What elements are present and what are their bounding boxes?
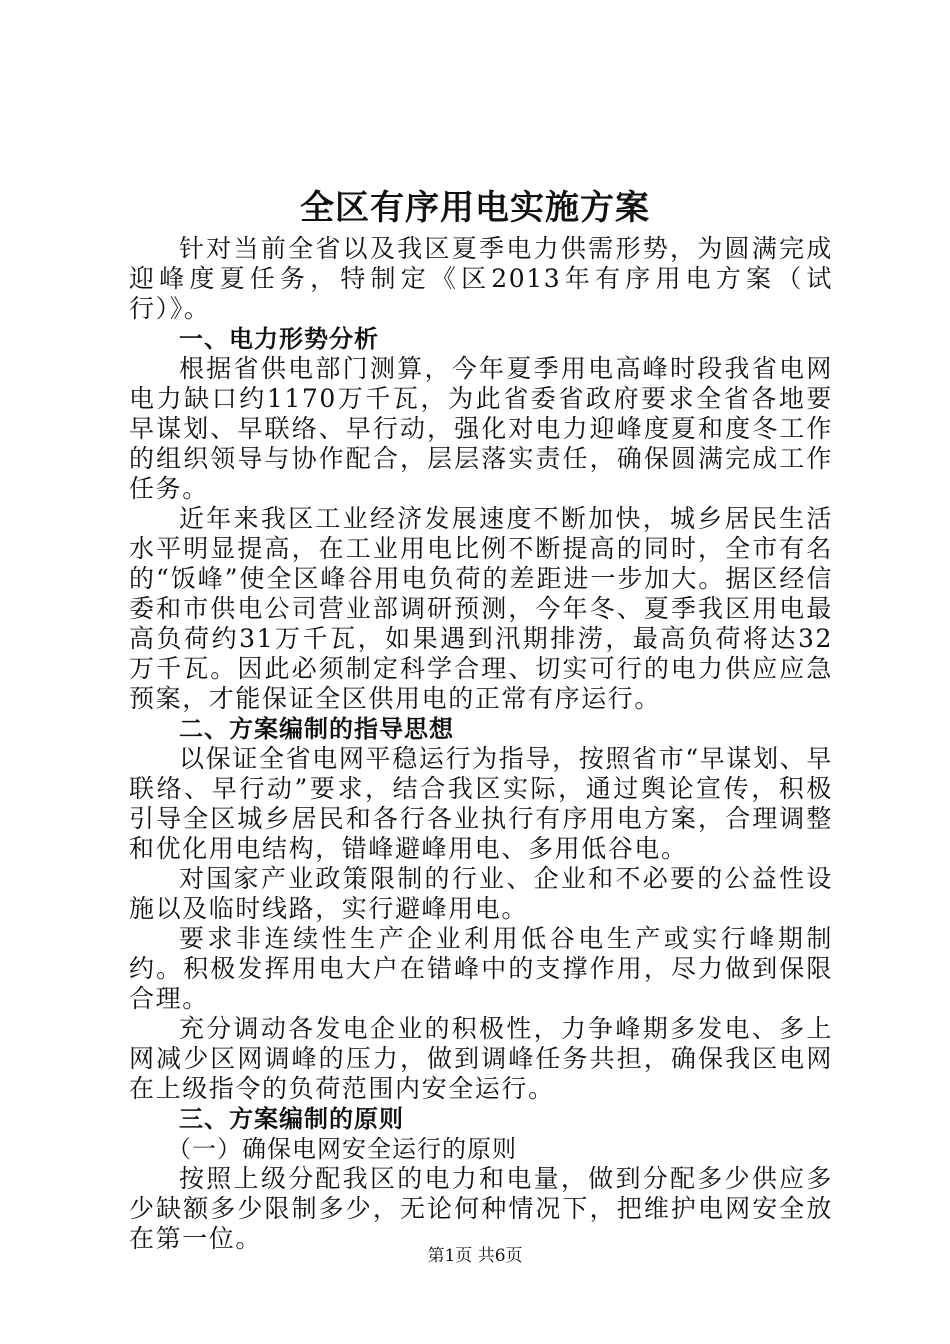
section-heading-1: 一、电力形势分析 [179,325,379,353]
section-heading-3: 三、方案编制的原则 [179,1105,404,1133]
paragraph: 按照上级分配我区的电力和电量，做到分配多少供应多少缺额多少限制多少，无论何种情况下，把维护电网安全放在第一位。 [129,1164,833,1253]
intro-paragraph: 针对当前全省以及我区夏季电力供需形势，为圆满完成迎峰度夏任务，特制定《区2013年有序用电方案（试行）》。 [129,234,833,323]
page-footer: 第1页 共6页 [427,1246,523,1266]
subsection-heading-1: （一）确保电网安全运行的原则 [167,1135,517,1163]
document-body [129,234,833,1254]
paragraph: 要求非连续性生产企业利用低谷电生产或实行峰期制约。积极发挥用电大户在错峰中的支撑作用，尽力做到保限合理。 [129,924,833,1013]
paragraph: 近年来我区工业经济发展速度不断加快，城乡居民生活水平明显提高，在工业用电比例不断提高的同时，全市有名的“饭峰”使全区峰谷用电负荷的差距进一步加大。据区经信委和市供电公司营业部调研预测，今年冬、夏季我区用电最高负荷约31万千瓦，如果遇到汛期排涝，最高负荷将达32万千瓦。因此必须制定科学合理、切实可行的电力供应应急预案，才能保证全区供用电的正常有序运行。 [129,504,833,713]
paragraph: 对国家产业政策限制的行业、企业和不必要的公益性设施以及临时线路，实行避峰用电。 [129,864,833,923]
paragraph: 根据省供电部门测算，今年夏季用电高峰时段我省电网电力缺口约1170万千瓦，为此省委省政府要求全省各地要早谋划、早联络、早行动，强化对电力迎峰度夏和度冬工作的组织领导与协作配合，层层落实责任，确保圆满完成工作任务。 [129,354,833,503]
document-title: 全区有序用电实施方案 [300,188,650,228]
paragraph: 充分调动各发电企业的积极性，力争峰期多发电、多上网减少区网调峰的压力，做到调峰任务共担，确保我区电网在上级指令的负荷范围内安全运行。 [129,1014,833,1103]
paragraph: 以保证全省电网平稳运行为指导，按照省市“早谋划、早联络、早行动”要求，结合我区实际，通过舆论宣传，积极引导全区城乡居民和各行各业执行有序用电方案，合理调整和优化用电结构，错峰避峰用电、多用低谷电。 [129,744,833,863]
section-heading-2: 二、方案编制的指导思想 [179,715,454,743]
